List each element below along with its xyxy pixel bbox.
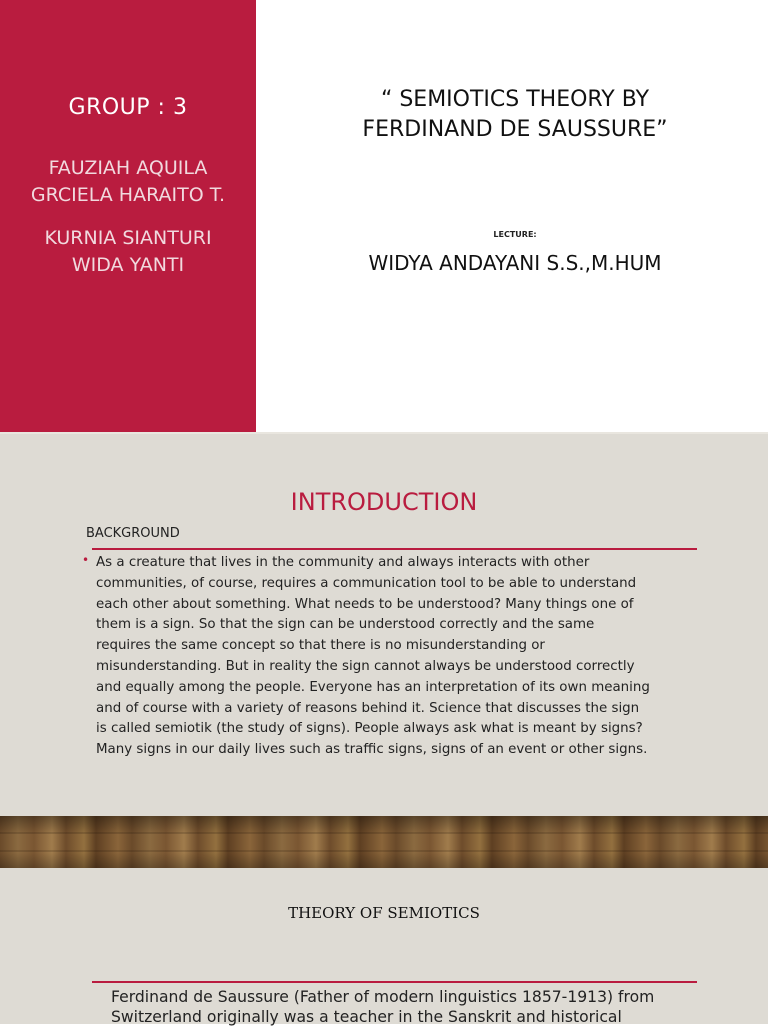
member-name: KURNIA SIANTURI (44, 227, 212, 249)
lecturer-name: WIDYA ANDAYANI S.S.,M.HUM (368, 251, 662, 275)
title-slide (0, 0, 768, 432)
text-line: is called semiotik (the study of signs). People always ask what is meant by signs? (96, 721, 643, 737)
lecture-label: LECTURE: (493, 230, 537, 239)
presentation-title (300, 85, 730, 145)
text-line: Switzerland originally was a teacher in the Sanskrit and historical (111, 1008, 622, 1026)
text-line: requires the same concept so that there is no misunderstanding or (96, 638, 545, 654)
slide-title: THEORY OF SEMIOTICS (288, 904, 480, 922)
text-line: As a creature that lives in the community and always interacts with other (96, 555, 590, 570)
section-label: BACKGROUND (86, 526, 180, 541)
introduction-slide (0, 432, 768, 816)
slide-divider (0, 432, 768, 434)
body-text (111, 987, 711, 1027)
bullet-item (80, 553, 690, 761)
text-line: and equally among the people. Everyone has an interpretation of its own meaning (96, 679, 650, 695)
bullet-text (96, 553, 690, 761)
member-name: GRCIELA HARAITO T. (30, 184, 226, 206)
member-name: FAUZIAH AQUILA (48, 157, 208, 179)
theory-slide (0, 868, 768, 1024)
title-line: FERDINAND DE SAUSSURE” (362, 117, 668, 142)
text-line: Many signs in our daily lives such as traffic signs, signs of an event or other signs. (96, 742, 648, 758)
text-line: communities, of course, requires a communication tool to be able to understand (96, 575, 637, 591)
section-rule (92, 981, 697, 983)
text-line: Ferdinand de Saussure (Father of modern linguistics 1857-1913) from (111, 988, 655, 1006)
bullet-icon: • (82, 553, 90, 567)
text-line: them is a sign. So that the sign can be understood correctly and the same (96, 617, 595, 633)
group-label: GROUP : 3 (68, 95, 188, 120)
section-rule (92, 548, 697, 550)
slide-title: INTRODUCTION (290, 488, 478, 516)
member-list (0, 155, 256, 279)
text-line: and of course with a variety of reasons behind it. Science that discusses the sign (96, 700, 640, 716)
member-name: WIDA YANTI (71, 254, 185, 276)
text-line: each other about something. What needs to be understood? Many things one of (96, 596, 634, 612)
text-line: misunderstanding. But in reality the sign cannot always be understood correctly (96, 658, 635, 674)
title-line: “ SEMIOTICS THEORY BY (380, 87, 650, 112)
wood-floor-texture (0, 816, 768, 868)
group-panel (0, 0, 256, 432)
